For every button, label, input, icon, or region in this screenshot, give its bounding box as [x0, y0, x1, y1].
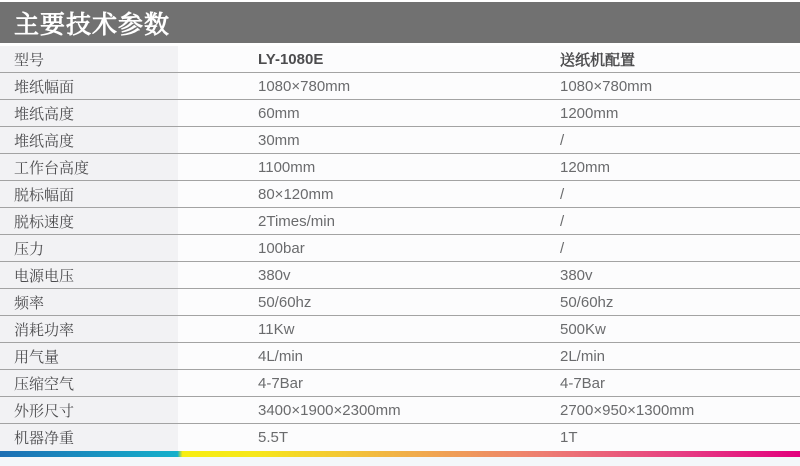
param-value: 2L/min: [560, 343, 800, 369]
table-header-row: [0, 46, 800, 73]
table-row: [0, 100, 800, 127]
param-value: 1080×780mm: [560, 73, 800, 99]
table-row: [0, 424, 800, 451]
table-row: [0, 208, 800, 235]
param-value: 2700×950×1300mm: [560, 397, 800, 423]
param-label: 型号: [0, 46, 178, 72]
param-value: 380v: [178, 262, 560, 288]
param-label: 脱标幅面: [0, 181, 178, 207]
table-row: [0, 343, 800, 370]
param-label: 消耗功率: [0, 316, 178, 342]
param-value: /: [560, 181, 800, 207]
param-value: /: [560, 208, 800, 234]
table-row: [0, 73, 800, 100]
table-row: [0, 127, 800, 154]
param-label: 压力: [0, 235, 178, 261]
param-label: 外形尺寸: [0, 397, 178, 423]
param-value: 380v: [560, 262, 800, 288]
table-row: [0, 289, 800, 316]
table-row: [0, 370, 800, 397]
param-label: 脱标速度: [0, 208, 178, 234]
param-value: 4-7Bar: [560, 370, 800, 396]
param-value: 100bar: [178, 235, 560, 261]
param-label: 堆纸幅面: [0, 73, 178, 99]
section-title-bar: [0, 2, 800, 43]
column-header: 送纸机配置: [560, 46, 800, 72]
param-label: 用气量: [0, 343, 178, 369]
param-label: 电源电压: [0, 262, 178, 288]
param-label: 机器净重: [0, 424, 178, 451]
param-value: 1200mm: [560, 100, 800, 126]
param-value: 50/60hz: [560, 289, 800, 315]
param-value: 1100mm: [178, 154, 560, 180]
table-row: [0, 397, 800, 424]
param-value: 2Times/min: [178, 208, 560, 234]
table-row: [0, 316, 800, 343]
param-value: 80×120mm: [178, 181, 560, 207]
param-value: 4-7Bar: [178, 370, 560, 396]
column-header: LY-1080E: [178, 46, 560, 72]
param-value: 120mm: [560, 154, 800, 180]
param-value: 5.5T: [178, 424, 560, 451]
table-row: [0, 235, 800, 262]
table-row: [0, 154, 800, 181]
spec-table-body: [0, 46, 800, 451]
table-row: [0, 181, 800, 208]
param-value: 1080×780mm: [178, 73, 560, 99]
param-label: 工作台高度: [0, 154, 178, 180]
param-value: 500Kw: [560, 316, 800, 342]
param-value: 30mm: [178, 127, 560, 153]
param-value: 60mm: [178, 100, 560, 126]
param-label: 频率: [0, 289, 178, 315]
param-value: 1T: [560, 424, 800, 451]
param-value: /: [560, 235, 800, 261]
param-label: 压缩空气: [0, 370, 178, 396]
param-label: 堆纸高度: [0, 100, 178, 126]
param-value: 3400×1900×2300mm: [178, 397, 560, 423]
param-value: /: [560, 127, 800, 153]
bottom-padding-area: [0, 457, 800, 466]
param-value: 4L/min: [178, 343, 560, 369]
table-row: [0, 262, 800, 289]
param-value: 11Kw: [178, 316, 560, 342]
param-value: 50/60hz: [178, 289, 560, 315]
page-title: 主要技术参数: [14, 10, 171, 39]
param-label: 堆纸高度: [0, 127, 178, 153]
